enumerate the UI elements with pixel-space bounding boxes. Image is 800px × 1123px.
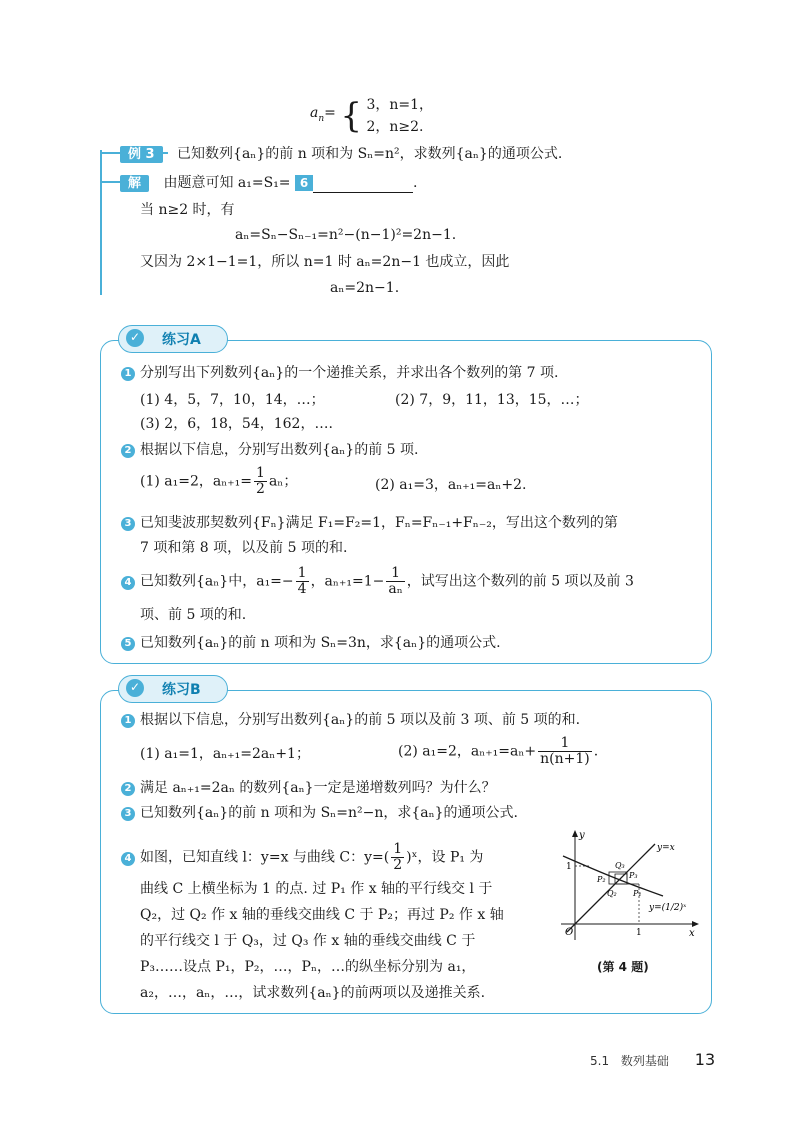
example-tag: 例 3 [120,146,163,163]
solution-line-2: 当 n≥2 时，有 [140,202,235,218]
solution-top-rule [100,181,120,183]
figure-4 [555,828,705,948]
check-icon: ✓ [130,330,141,344]
blank-number-badge: 6 [295,175,313,191]
brace: { [340,96,362,136]
page-footer [590,1050,715,1069]
label-p1: P₁ [633,889,642,898]
label-curve: y=(1/2)ˣ [649,903,687,913]
y-axis-arrow [572,830,578,837]
practice-a-title: 练习A [162,332,201,348]
page-number: 13 [694,1050,716,1069]
solution-line-4: 又因为 2×1−1=1，所以 n=1 时 aₙ=2n−1 也成立，因此 [140,254,510,270]
pb-q4-line-2: 曲线 C 上横坐标为 1 的点. 过 P₁ 作 x 轴的平行线交 l 于 [140,881,493,897]
pa-q1-3: (3) 2，6，18，54，162，…. [140,416,333,432]
practice-b-title: 练习B [162,682,201,698]
pa-q4-number-icon: 4 [121,576,135,590]
label-p3: P₃ [629,871,638,880]
pa-q2: 2 根据以下信息，分别写出数列{aₙ}的前 5 项. [121,441,418,459]
label-one-x: 1 [636,928,642,938]
label-line: y=x [657,843,675,853]
pa-q2-2: (2) a₁=3，aₙ₊₁=aₙ+2. [375,477,527,493]
label-one-y: 1 [566,862,572,872]
pb-q2: 2 满足 aₙ₊₁=2aₙ 的数列{aₙ}一定是递增数列吗？为什么？ [121,779,496,797]
pa-q4-line-2: 项、前 5 项的和. [140,607,247,623]
pb-q4-line-4: 的平行线交 l 于 Q₃，过 Q₃ 作 x 轴的垂线交曲线 C 于 [140,933,476,949]
an-def-line-1: 3，n=1， [366,97,433,113]
solution-line-1: 解 由题意可知 a₁=S₁= 6 . [120,174,417,193]
section-title: 数列基础 [620,1054,669,1068]
pa-q2-number-icon: 2 [121,444,135,458]
pa-q3: 3 已知斐波那契数列{Fₙ}满足 F₁=F₂=1，Fₙ=Fₙ₋₁+Fₙ₋₂，写出这个数列的第 [121,514,618,532]
section-number: 5.1 [590,1054,610,1068]
fraction-half: $\frac{1}{2}$ [256,465,265,497]
pb-q4-number-icon: 4 [121,852,135,866]
pb-q1: 1 根据以下信息，分别写出数列{aₙ}的前 5 项以及前 3 项、前 5 项的和. [121,711,580,729]
pa-q1-1: (1) 4，5，7，10，14，…； [140,392,325,408]
an-def-line-2: 2，n≥2. [366,119,424,135]
check-icon: ✓ [130,680,141,694]
pa-q3-line-2: 7 项和第 8 项，以及前 5 项的和. [140,540,348,556]
pb-q1-2: (2) a₁=2，aₙ₊₁=aₙ+ $\frac{1}{n(n+1)}$ . [398,735,599,767]
solution-tag: 解 [120,175,149,192]
pa-q5: 5 已知数列{aₙ}的前 n 项和为 Sₙ=3n，求{aₙ}的通项公式. [121,634,501,652]
fraction-quarter: $\frac{1}{4}$ [297,565,307,597]
pa-q4: 4 已知数列{aₙ}中，a₁=− $\frac{1}{4}$ ，aₙ₊₁=1− $\frac{1}{\text{aₙ}}$ ，试写出这个数列的前 5 项以及前 3 [121,566,634,597]
answer-blank[interactable] [313,178,413,193]
example-left-rule [100,150,102,295]
x-axis-arrow [692,921,699,927]
pb-q1-1: (1) a₁=1，aₙ₊₁=2aₙ+1； [140,746,310,762]
pb-q3: 3 已知数列{aₙ}的前 n 项和为 Sₙ=n²−n，求{aₙ}的通项公式. [121,804,518,822]
pa-q1: 1 分别写出下列数列{aₙ}的一个递推关系，并求出各个数列的第 7 项. [121,364,558,382]
pb-q4-line-5: P₃……设点 P₁，P₂，…，Pₙ，…的纵坐标分别为 a₁， [140,959,476,975]
pa-q1-2: (2) 7，9，11，13，15，…； [395,392,589,408]
label-o: O [565,927,574,938]
solution-line-5: aₙ=2n−1. [330,280,400,296]
pb-q4-line-3: Q₂，过 Q₂ 作 x 轴的垂线交曲线 C 于 P₂；再过 P₂ 作 x 轴 [140,907,504,923]
label-p2: P₂ [597,875,606,884]
fraction-one-over-an: $\frac{1}{\text{aₙ}}$ [388,565,403,597]
pb-q2-number-icon: 2 [121,782,135,796]
pa-q1-number-icon: 1 [121,367,135,381]
pb-q3-number-icon: 3 [121,807,135,821]
label-q3: Q₃ [615,861,625,870]
pa-q2-1: (1) a₁=2，aₙ₊₁= $\frac{1}{2}$ aₙ； [140,465,298,497]
pa-q5-number-icon: 5 [121,637,135,651]
solution-line-3: aₙ=Sₙ−Sₙ₋₁=n²−(n−1)²=2n−1. [235,227,457,243]
pb-q1-number-icon: 1 [121,714,135,728]
label-x: x [689,928,695,939]
example-question: 已知数列{aₙ}的前 n 项和为 Sₙ=n²，求数列{aₙ}的通项公式. [177,146,563,162]
example-3 [120,145,562,164]
label-q2: Q₂ [607,889,617,898]
pb-q4-line-6: a₂，…，aₙ，…，试求数列{aₙ}的前两项以及递推关系. [140,985,486,1001]
fraction-half-curve: $\frac{1}{2}$ [393,841,403,873]
pb-q4: 4 如图，已知直线 l：y=x 与曲线 C：y=( $\frac{1}{2}$ )ˣ，设 P₁ 为 [121,842,483,873]
figure-caption: (第 4 题) [597,960,649,974]
label-y: y [579,830,585,841]
pa-q3-number-icon: 3 [121,517,135,531]
an-definition: $a_n=$ { 3，n=1， 2，n≥2. [310,96,433,136]
fraction-one-over-n-n1: $\frac{1}{n(n+1)}$ [540,735,590,767]
